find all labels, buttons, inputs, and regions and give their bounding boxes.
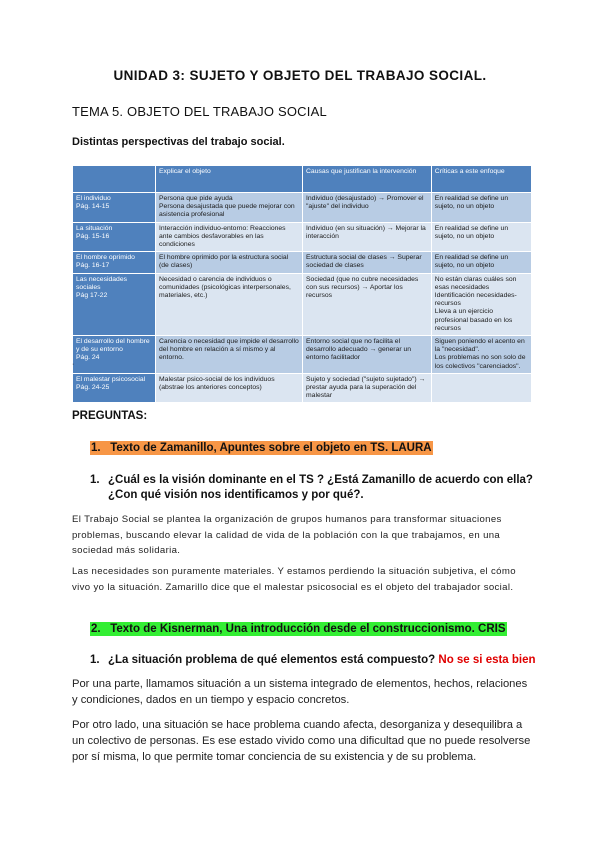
table-row [73, 222, 532, 252]
row-label: El malestar psicosocial [76, 375, 146, 383]
row-label: El desarrollo del hombre y de su entorno [76, 338, 150, 354]
row-page: Pág 17-22 [76, 292, 108, 300]
table-cell-c1: Necesidad o carencia de individuos o comunidades (psicológicas interpersonales, materiales, etc.) [156, 273, 303, 335]
table-cell-c1: Malestar psico-social de los individuos (abstrae los anteriores conceptos) [156, 373, 303, 403]
section-1-text: Texto de Zamanillo, Apuntes sobre el objeto en TS. LAURA [110, 442, 432, 454]
table-header-explicar: Explicar el objeto [156, 166, 303, 193]
perspectives-table [72, 165, 532, 403]
table-cell-c2: Individuo (desajustado) → Promover el "ajuste" del individuo [303, 193, 432, 223]
section-2-number: 2. [91, 623, 101, 635]
table-cell-c3: En realidad se define un sujeto, no un objeto [431, 222, 531, 252]
answer-paragraph-1: El Trabajo Social se plantea la organización de grupos humanos para transformar situaciones problemas, buscando elevar la calidad de vida de la población con la que trabajamos, en una sociedad más solidaria. [72, 514, 502, 556]
section-1-number: 1. [91, 442, 101, 454]
section-2-text: Texto de Kisnerman, Una introducción desde el construccionismo. CRIS [110, 623, 506, 635]
row-label: El hombre oprimido [76, 254, 135, 262]
table-row [73, 273, 532, 335]
unit-title: UNIDAD 3: SUJETO Y OBJETO DEL TRABAJO SOCIAL. [113, 68, 487, 83]
table-cell-c3 [431, 373, 531, 403]
question-2-text: ¿La situación problema de qué elementos está compuesto? [108, 654, 436, 666]
section-1-heading [90, 441, 433, 455]
row-label: Las necesidades sociales [76, 275, 128, 291]
row-label: El individuo [76, 195, 111, 202]
stray-dot: · [72, 361, 75, 368]
table-cell-c2: Individuo (en su situación) → Mejorar la interacción [303, 222, 432, 252]
table-row-header [73, 273, 156, 335]
table-header-row [73, 166, 532, 193]
table-row [73, 193, 532, 223]
table-row-header [73, 222, 156, 252]
section-subtitle: Distintas perspectivas del trabajo social. [72, 136, 285, 148]
answer-paragraph-4: Por otro lado, una situación se hace problema cuando afecta, desorganiza y desequilibra a un colectivo de personas. Es ese estado vivido como una dificultad que no puede resolverse por sí misma, lo que permite tomar conciencia de su existencia y de su problema. [72, 719, 531, 763]
row-page: Pág. 24-25 [76, 384, 110, 392]
answer-paragraph-3: Por una parte, llamamos situación a un sistema integrado de elementos, hechos, relaciones y condiciones, dados en un tiempo y espacio concretos. [72, 678, 528, 706]
question-1-number: 1. [90, 474, 100, 486]
table-row [73, 252, 532, 273]
table-cell-c3: En realidad se define un sujeto, no un objeto [431, 193, 531, 223]
table-row-header [73, 252, 156, 273]
row-page: Pág. 15-16 [76, 232, 110, 240]
table-header-corner [73, 166, 156, 193]
table-cell-c1: Persona que pide ayuda Persona desajustada que puede mejorar con asistencia profesional [156, 193, 303, 223]
table-row [73, 336, 532, 374]
question-2-note: No se si esta bien [438, 654, 536, 666]
table-cell-c3: En realidad se define un sujeto, no un objeto [431, 252, 531, 273]
questions-heading: PREGUNTAS: [72, 410, 148, 422]
table-row-header [73, 193, 156, 223]
table-cell-c2: Sociedad (que no cubre necesidades con sus recursos) → Aportar los recursos [303, 273, 432, 335]
question-1-line1: ¿Cuál es la visión dominante en el TS ? ¿Está Zamanillo de acuerdo con ella? [108, 474, 533, 486]
table-cell-c2: Sujeto y sociedad ("sujeto sujetado") → prestar ayuda para la superación del malestar [303, 373, 432, 403]
section-2-heading [90, 622, 507, 636]
table-header-causas: Causas que justifican la intervención [303, 166, 432, 193]
table-cell-c1: Carencia o necesidad que impide el desarrollo del hombre en relación a sí mismo y al entorno. [156, 336, 303, 374]
table-cell-c1: Interacción individuo-entorno: Reacciones ante cambios desfavorables en las condiciones [156, 222, 303, 252]
row-label: La situación [76, 224, 113, 232]
question-2 [90, 653, 536, 668]
table-cell-c3: Siguen poniendo el acento en la "necesidad". Los problemas no son solo de los colectivos "carenciados". [431, 336, 531, 374]
table-row [73, 373, 532, 403]
table-header-criticas: Críticas a este enfoque [431, 166, 531, 193]
table-row-header [73, 336, 156, 374]
row-page: Pág. 16-17 [76, 262, 110, 270]
question-1 [90, 473, 533, 503]
table-row-header [73, 373, 156, 403]
table-cell-c1: El hombre oprimido por la estructura social (de clases) [156, 252, 303, 273]
row-page: Pág. 14-15 [76, 203, 110, 211]
answer-paragraph-2: Las necesidades son puramente materiales. Y estamos perdiendo la situación subjetiva, el cómo vivo yo la situación. Zamarillo dice que el malestar psicosocial es el objeto del trabajador social. [72, 566, 516, 593]
row-page: Pág. 24 [76, 354, 100, 362]
table-cell-c3: No están claras cuáles son esas necesidades Identificación necesidades-recursos Lleva a un ejercicio profesional basado en los recursos [431, 273, 531, 335]
question-1-line2: ¿Con qué visión nos identificamos y por qué?. [108, 489, 364, 501]
question-2-number: 1. [90, 654, 100, 666]
table-cell-c2: Estructura social de clases → Superar sociedad de clases [303, 252, 432, 273]
table-cell-c2: Entorno social que no facilita el desarrollo adecuado → generar un entorno facilitador [303, 336, 432, 374]
topic-title: TEMA 5. OBJETO DEL TRABAJO SOCIAL [72, 104, 327, 119]
